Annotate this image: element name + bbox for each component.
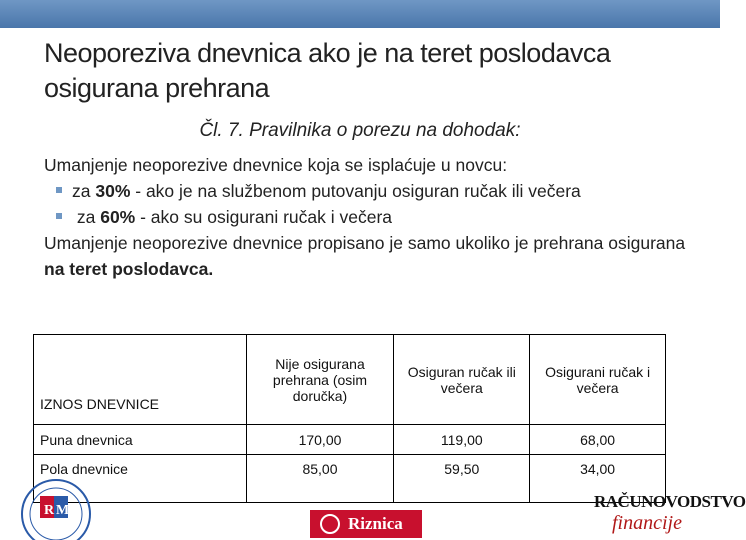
table-header-cell: Osiguran ručak ili večera — [394, 335, 530, 425]
table-cell: Puna dnevnica — [34, 425, 247, 455]
table-header-cell: Nije osigurana prehrana (osim doručka) — [246, 335, 394, 425]
body-line-2: Umanjenje neoporezive dnevnice propisano je samo ukoliko je prehrana osigurana na teret poslodavca. — [44, 233, 686, 279]
bullet-2-percent: 60% — [100, 207, 136, 227]
table-header-cell: Osigurani ručak i večera — [530, 335, 666, 425]
bullet-item-1: za 30% - ako je na službenom putovanju osiguran ručak ili večera — [56, 178, 694, 204]
svg-text:R: R — [44, 503, 55, 518]
per-diem-table — [33, 334, 666, 503]
table-cell: 85,00 — [246, 455, 394, 503]
top-header-bar — [0, 0, 720, 28]
table-header-cell: IZNOS DNEVNICE — [34, 335, 247, 425]
slide-subtitle: Čl. 7. Pravilnika o porezu na dohodak: — [199, 120, 521, 141]
institute-seal-logo — [14, 474, 98, 534]
slide-title: Neoporeziva dnevnica ako je na teret poslodavca osigurana prehrana — [44, 38, 611, 103]
bullet-square-icon — [56, 213, 62, 219]
bullet-1-percent: 30% — [95, 181, 131, 201]
racunovodstvo-financije-logo: RAČUNOVODSTVO financije — [594, 492, 746, 534]
bullet-square-icon — [56, 187, 62, 193]
slide-body — [44, 152, 694, 282]
svg-text:M: M — [56, 503, 70, 518]
table-cell: 170,00 — [246, 425, 394, 455]
table-row — [34, 425, 666, 455]
table-cell: 68,00 — [530, 425, 666, 455]
table-cell: 34,00 — [530, 455, 666, 503]
table-cell: 59,50 — [394, 455, 530, 503]
table-header-row — [34, 335, 666, 425]
body-line-1: Umanjenje neoporezive dnevnice koja se isplaćuje u novcu: — [44, 155, 508, 175]
bullet-item-2: za 60% - ako su osigurani ručak i večera — [56, 204, 694, 230]
table-row — [34, 455, 666, 503]
table-cell: Pola dnevnice — [34, 455, 247, 503]
table-cell: 119,00 — [394, 425, 530, 455]
riznica-logo: Riznica — [310, 510, 422, 538]
riznica-seal-icon — [320, 514, 340, 534]
